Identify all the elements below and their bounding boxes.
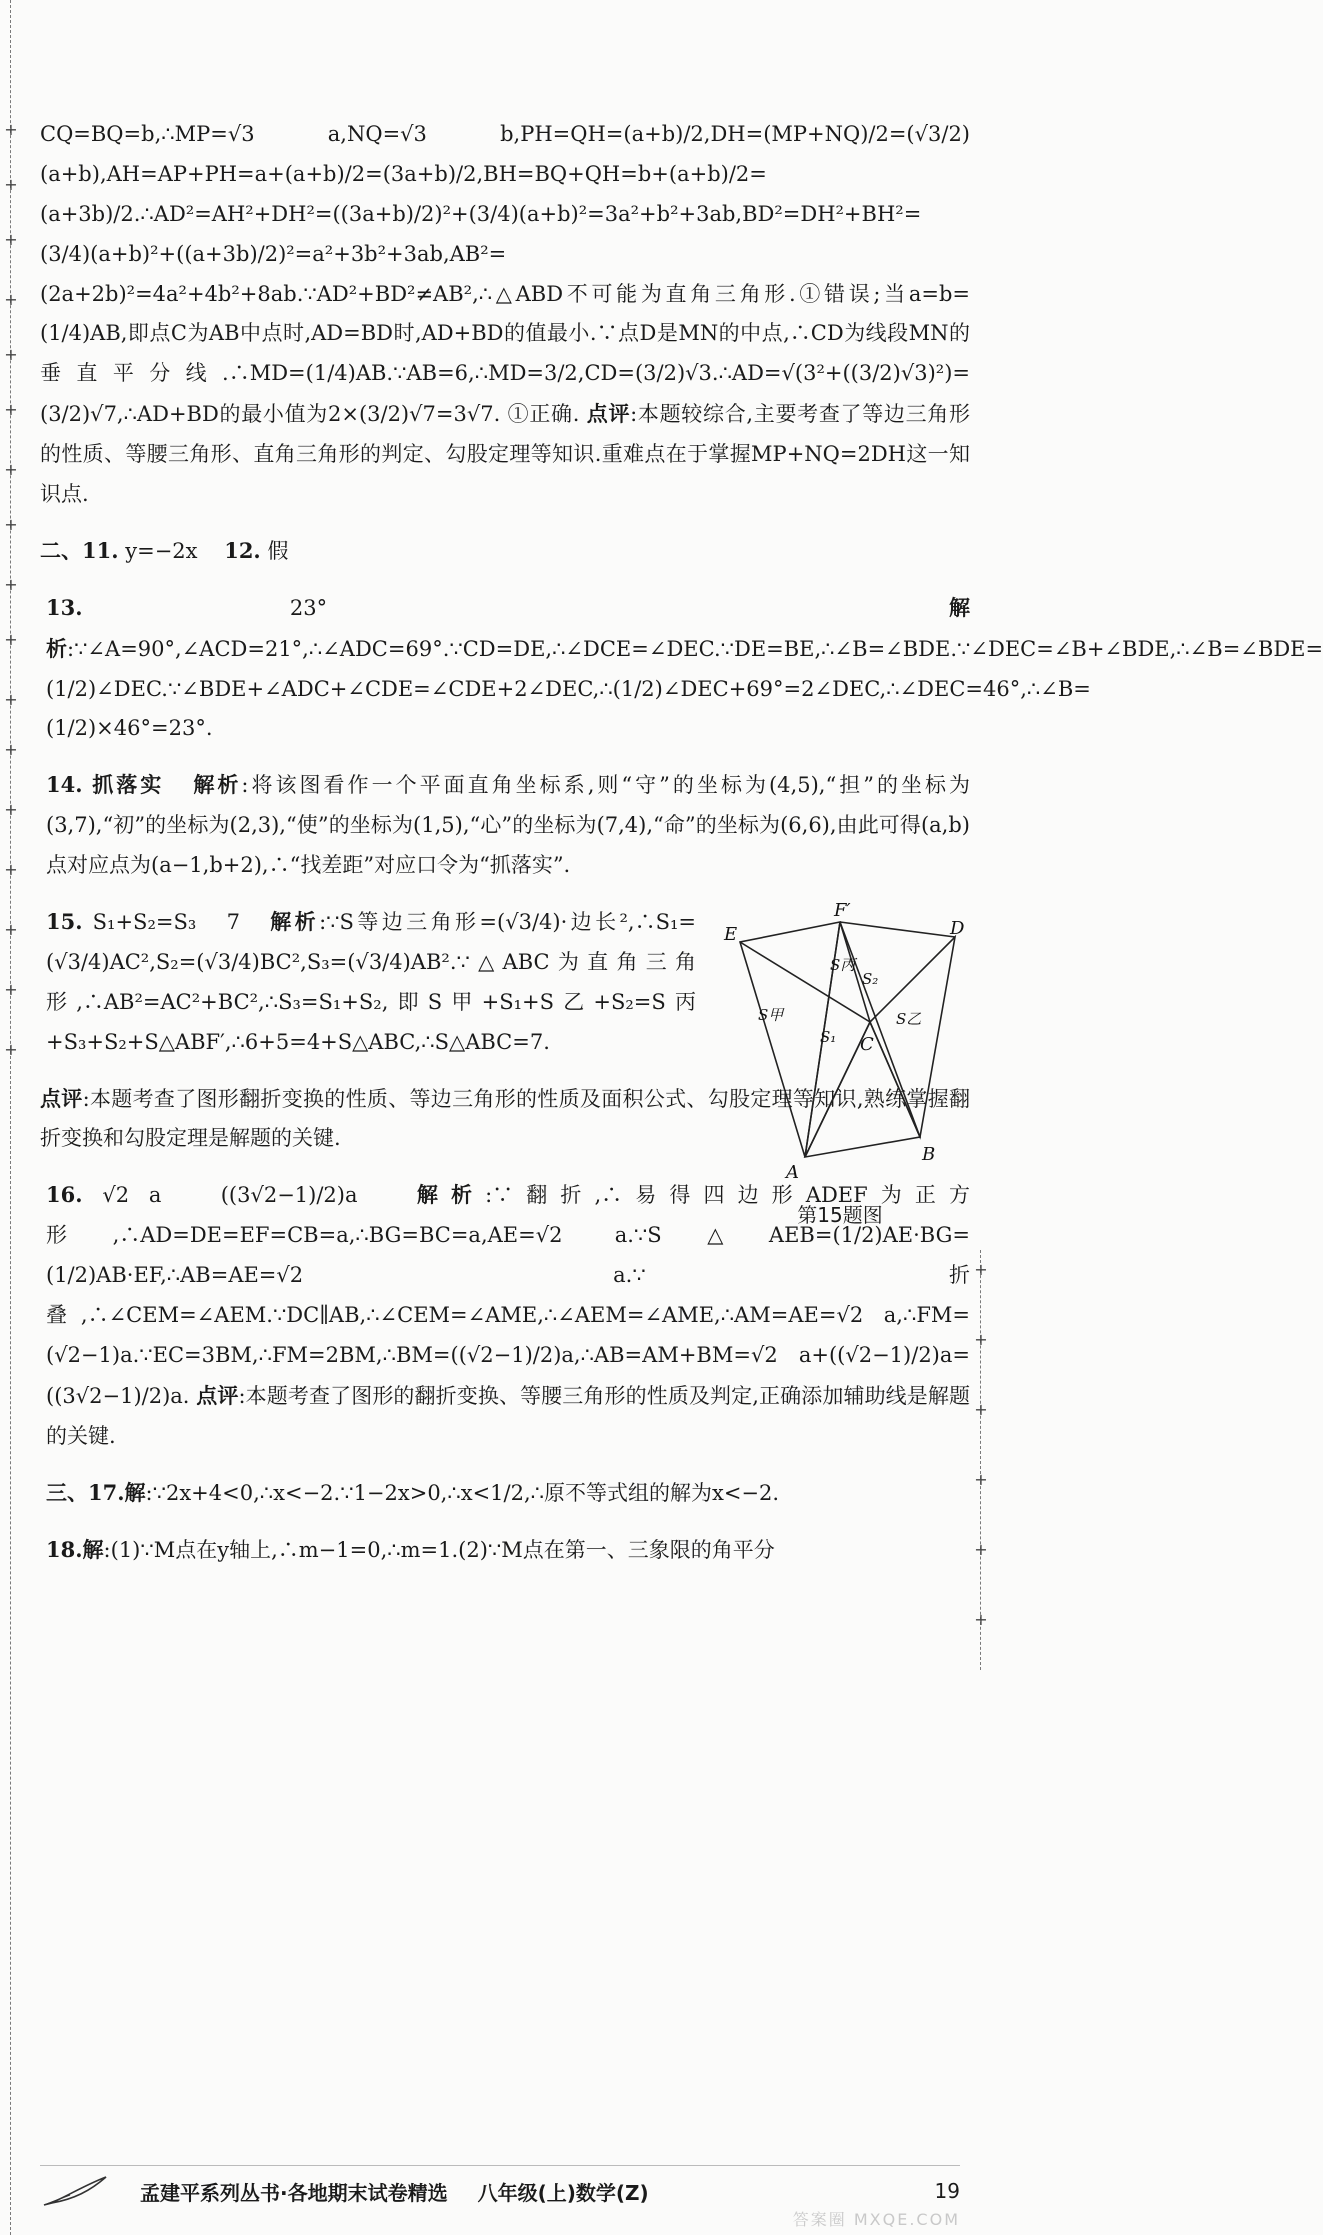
q15-comment-text: :本题考查了图形翻折变换的性质、等边三角形的性质及面积公式、勾股定理等知识,熟练掌握翻折变换和勾股定理是解题的关键. [40,1086,971,1151]
q11-answer: y=−2x [125,538,198,563]
q16-number: 16. [46,1182,83,1208]
label-s-jia: S甲 [758,1006,784,1025]
q17-text: :∵2x+4<0,∴x<−2.∵1−2x>0,∴x<1/2,∴原不等式组的解为x<−2. [145,1480,780,1505]
binding-plus-mark: + [974,1470,988,1489]
q13-number: 13. [46,594,83,620]
feather-logo-icon [40,2173,110,2209]
binding-plus-mark: + [974,1260,988,1279]
q12-answer: 假 [267,538,289,563]
segment-f-b [840,922,920,1137]
label-c: C [860,1034,874,1056]
section-2-heading: 二、 [40,537,82,563]
binding-plus-mark: + [4,345,18,364]
binding-line-left [10,0,12,2235]
q13-analysis-label: 解析 [46,594,970,661]
binding-plus-mark: + [4,920,18,939]
footer-grade-subject: 八年级(上)数学(Z) [477,2180,649,2205]
binding-plus-mark: + [974,1610,988,1629]
binding-plus-mark: + [4,860,18,879]
q14-analysis-label: 解析 [193,772,242,798]
binding-plus-mark: + [4,630,18,649]
q15-analysis-label: 解析 [270,909,320,935]
q13-answer: 23° [289,595,328,620]
segment-f-d [840,922,955,937]
binding-plus-mark: + [4,690,18,709]
q15-answer-2: 7 [226,910,240,935]
binding-plus-mark: + [4,575,18,594]
section-2-fill-blank [40,531,970,572]
q18-text: :(1)∵M点在y轴上,∴m−1=0,∴m=1.(2)∵M点在第一、三象限的角平分 [103,1537,775,1562]
label-s1: S₁ [820,1028,837,1047]
watermark-logo: 答案圈 MXQE.COM [792,2210,960,2229]
q15-analysis: :∵S等边三角形=(√3/4)·边长²,∴S₁=(√3/4)AC²,S₂=(√3/4)BC²,S₃=(√3/4)AB².∵△ABC为直角三角形,∴AB²=AC²+BC²,∴S₃=S₁+S₂,即S甲+S₁+S乙+S₂=S丙+S₃+S₂+S△ABF′,∴6+5=4+S△ABC,∴S△ABC=7. [46,910,697,1054]
page-number: 19 [934,2179,960,2203]
q10-solution-continued [40,115,970,515]
binding-plus-mark: + [4,290,18,309]
q18-label: 解 [82,1536,104,1562]
q16-answer-1: √2 a [102,1183,162,1208]
q15-figure-caption: 第15题图 [797,1202,883,1227]
label-a: A [786,1162,799,1184]
q16-answer-2: ((3√2−1)/2)a [220,1183,358,1208]
label-e: E [724,924,738,946]
binding-plus-mark: + [4,980,18,999]
q15-geometry-diagram [710,902,970,1182]
q13-solution [40,588,1323,750]
q16-comment: :本题考查了图形的翻折变换、等腰三角形的性质及判定,正确添加辅助线是解题的关键. [46,1383,971,1448]
q14-number: 14. [46,772,83,798]
q11-number: 11. [82,537,119,563]
q15-text-block [40,902,696,1063]
q15-figure [710,902,970,1232]
q10-comment-label: 点评 [586,401,631,427]
q17-solution [40,1473,970,1514]
q14-solution [40,765,970,886]
binding-plus-mark: + [4,230,18,249]
q13-analysis: :∵∠A=90°,∠ACD=21°,∴∠ADC=69°.∵CD=DE,∴∠DCE=∠DEC.∵DE=BE,∴∠B=∠BDE.∵∠DEC=∠B+∠BDE,∴∠B=∠BDE=(1/2)∠DEC.∵∠BDE+∠ADC+∠CDE=∠CDE+2∠DEC,∴(1/2)∠DEC+69°=2∠DEC,∴∠DEC=46°,∴∠B=(1/2)×46°=23°. [46,636,1323,741]
q10-text: CQ=BQ=b,∴MP=√3 a,NQ=√3 b,PH=QH=(a+b)/2,DH=(MP+NQ)/2=(√3/2)(a+b),AH=AP+PH=a+(a+b)/2=(3a+b)/2,BH=BQ+QH=b+(a+b)/2=(a+3b)/2.∴AD²=AH²+DH²=((3a+b)/2)²+(3/4)(a+b)²=3a²+b²+3ab,BD²=DH²+BH²=(3/4)(a+b)²+((a+3b)/2)²=a²+3b²+3ab,AB²=(2a+2b)²=4a²+4b²+8ab.∵AD²+BD²≠AB²,∴△ABD不可能为直角三角形.①错误;当a=b=(1/4)AB,即点C为AB中点时,AD=BD时,AD+BD的值最小.∵点D是MN的中点,∴CD为线段MN的垂直平分线.∴MD=(1/4)AB.∵AB=6,∴MD=3/2,CD=(3/2)√3.∴AD=√(3²+((3/2)√3)²)=(3/2)√7,∴AD+BD的最小值为2×(3/2)√7=3√7. [40,122,970,427]
q10-comment: :本题较综合,主要考查了等边三角形的性质、等腰三角形、直角三角形的判定、勾股定理等知识.重难点在于掌握MP+NQ=2DH这一知识点. [40,402,970,507]
label-b: B [922,1144,936,1166]
q15-number: 15. [46,909,83,935]
binding-plus-mark: + [974,1330,988,1349]
binding-plus-mark: + [4,175,18,194]
label-s-bing: S丙 [830,956,856,975]
binding-plus-mark: + [4,1040,18,1059]
binding-plus-mark: + [4,400,18,419]
q17-label: 解 [124,1479,146,1505]
answer-content [40,115,1323,1586]
q15-comment-label: 点评 [40,1085,83,1111]
q14-answer: 抓落实 [92,772,165,798]
binding-plus-mark: + [4,515,18,534]
binding-plus-mark: + [4,800,18,819]
q16-comment-label: 点评 [196,1382,239,1408]
q17-number: 三、17. [46,1479,125,1505]
q16-analysis: :∵翻折,∴易得四边形ADEF为正方形,∴AD=DE=EF=CB=a,∴BG=BC=a,AE=√2 a.∵S△AEB=(1/2)AE·BG=(1/2)AB·EF,∴AB=AE=√2 a.∵折叠,∴∠CEM=∠AEM.∵DC∥AB,∴∠CEM=∠AME,∴∠AEM=∠AME,∴AM=AE=√2 a,∴FM=(√2−1)a.∵EC=3BM,∴FM=2BM,∴BM=((√2−1)/2)a,∴AB=AM+BM=√2 a+((√2−1)/2)a=((3√2−1)/2)a. [46,1183,970,1408]
binding-plus-mark: + [4,740,18,759]
q16-analysis-label: 解析 [416,1182,486,1208]
q10-conclusion: ①正确. [507,402,580,427]
label-s-yi: S乙 [896,1010,922,1029]
footer-series-title: 孟建平系列丛书·各地期末试卷精选 [140,2180,448,2205]
binding-plus-mark: + [4,120,18,139]
label-d: D [950,918,965,940]
q12-number: 12. [224,537,261,563]
q18-number: 18. [46,1536,83,1562]
binding-plus-mark: + [974,1540,988,1559]
q14-analysis: :将该图看作一个平面直角坐标系,则“守”的坐标为(4,5),“担”的坐标为(3,7),“初”的坐标为(2,3),“使”的坐标为(1,5),“心”的坐标为(7,4),“命”的坐标为(6,6),由此可得(a,b)点对应点为(a−1,b+2),∴“找差距”对应口令为“抓落实”. [46,773,971,878]
binding-plus-mark: + [974,1400,988,1419]
binding-line-right [980,1250,982,1670]
label-s2: S₂ [862,970,879,989]
label-f: F′ [834,900,851,922]
q18-solution [40,1530,970,1571]
q15-answer-1: S₁+S₂=S₃ [92,910,197,935]
binding-plus-mark: + [4,460,18,479]
